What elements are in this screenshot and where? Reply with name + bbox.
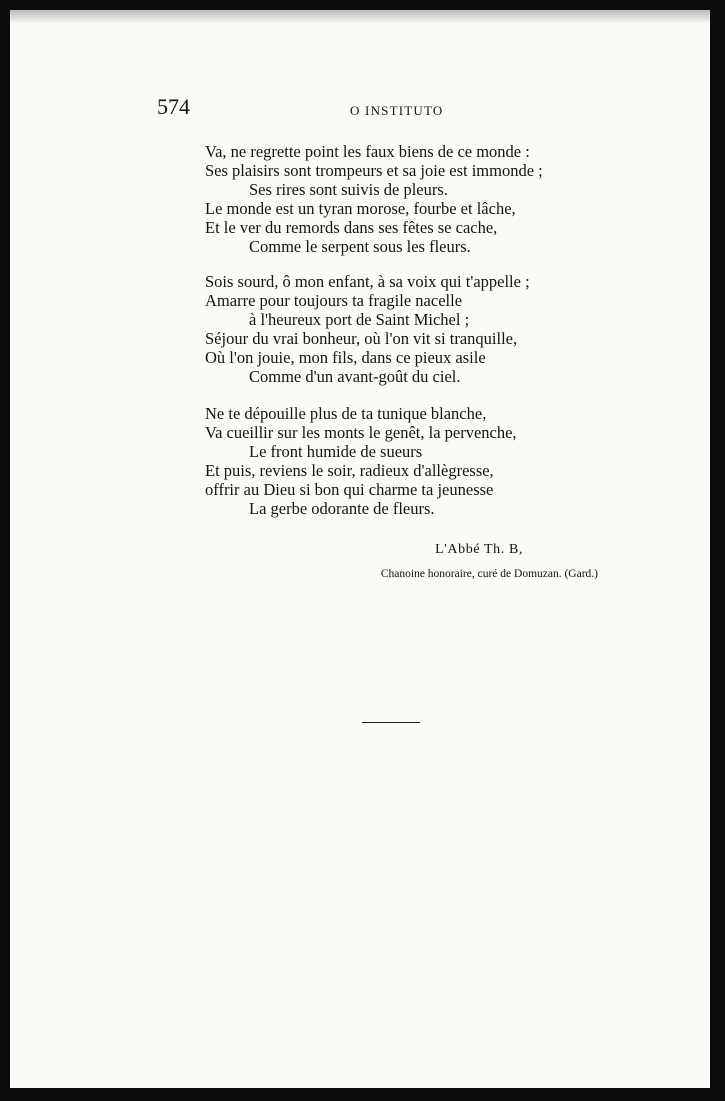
- poem-line: Ses rires sont suivis de pleurs.: [249, 180, 448, 199]
- stanza-3: [205, 404, 517, 518]
- journal-title: O INSTITUTO: [350, 103, 444, 118]
- poem-line: Le monde est un tyran morose, fourbe et lâche,: [205, 199, 516, 218]
- poem-line: Amarre pour toujours ta fragile nacelle: [205, 291, 463, 310]
- poem-line: Va, ne regrette point les faux biens de ce monde :: [205, 142, 530, 161]
- poem-line: Séjour du vrai bonheur, où l'on vit si tranquille,: [205, 329, 518, 348]
- poem-line: offrir au Dieu si bon qui charme ta jeunesse: [205, 480, 494, 499]
- page-number: 574: [157, 94, 190, 119]
- poem-line: Comme le serpent sous les fleurs.: [249, 237, 471, 256]
- poem-line: à l'heureux port de Saint Michel ;: [249, 310, 470, 329]
- poem-line: Et puis, reviens le soir, radieux d'allègresse,: [205, 461, 494, 480]
- bleed-through-text: [210, 598, 630, 730]
- stanza-1: [205, 142, 543, 256]
- signature-role: Chanoine honoraire, curé de Domuzan. (Gard.): [380, 568, 598, 580]
- poem-line: Va cueillir sur les monts le genêt, la pervenche,: [205, 423, 517, 442]
- poem-line: Sois sourd, ô mon enfant, à sa voix qui t'appelle ;: [205, 272, 530, 291]
- poem-line: Le front humide de sueurs: [249, 442, 423, 461]
- poem-line: Comme d'un avant-goût du ciel.: [249, 367, 461, 386]
- poem-line: Ses plaisirs sont trompeurs et sa joie est immonde ;: [205, 161, 543, 180]
- stanza-2: [205, 272, 530, 386]
- document-page: [10, 10, 710, 1088]
- poem-line: La gerbe odorante de fleurs.: [249, 499, 435, 518]
- poem-line: Où l'on jouie, mon fils, dans ce pieux asile: [205, 348, 486, 367]
- poem-line: Et le ver du remords dans ses fêtes se cache,: [205, 218, 498, 237]
- page-header: [10, 94, 710, 124]
- poem-line: Ne te dépouille plus de ta tunique blanche,: [205, 404, 487, 423]
- signature-author: L'Abbé Th. B,: [435, 542, 523, 557]
- section-divider: [362, 722, 420, 723]
